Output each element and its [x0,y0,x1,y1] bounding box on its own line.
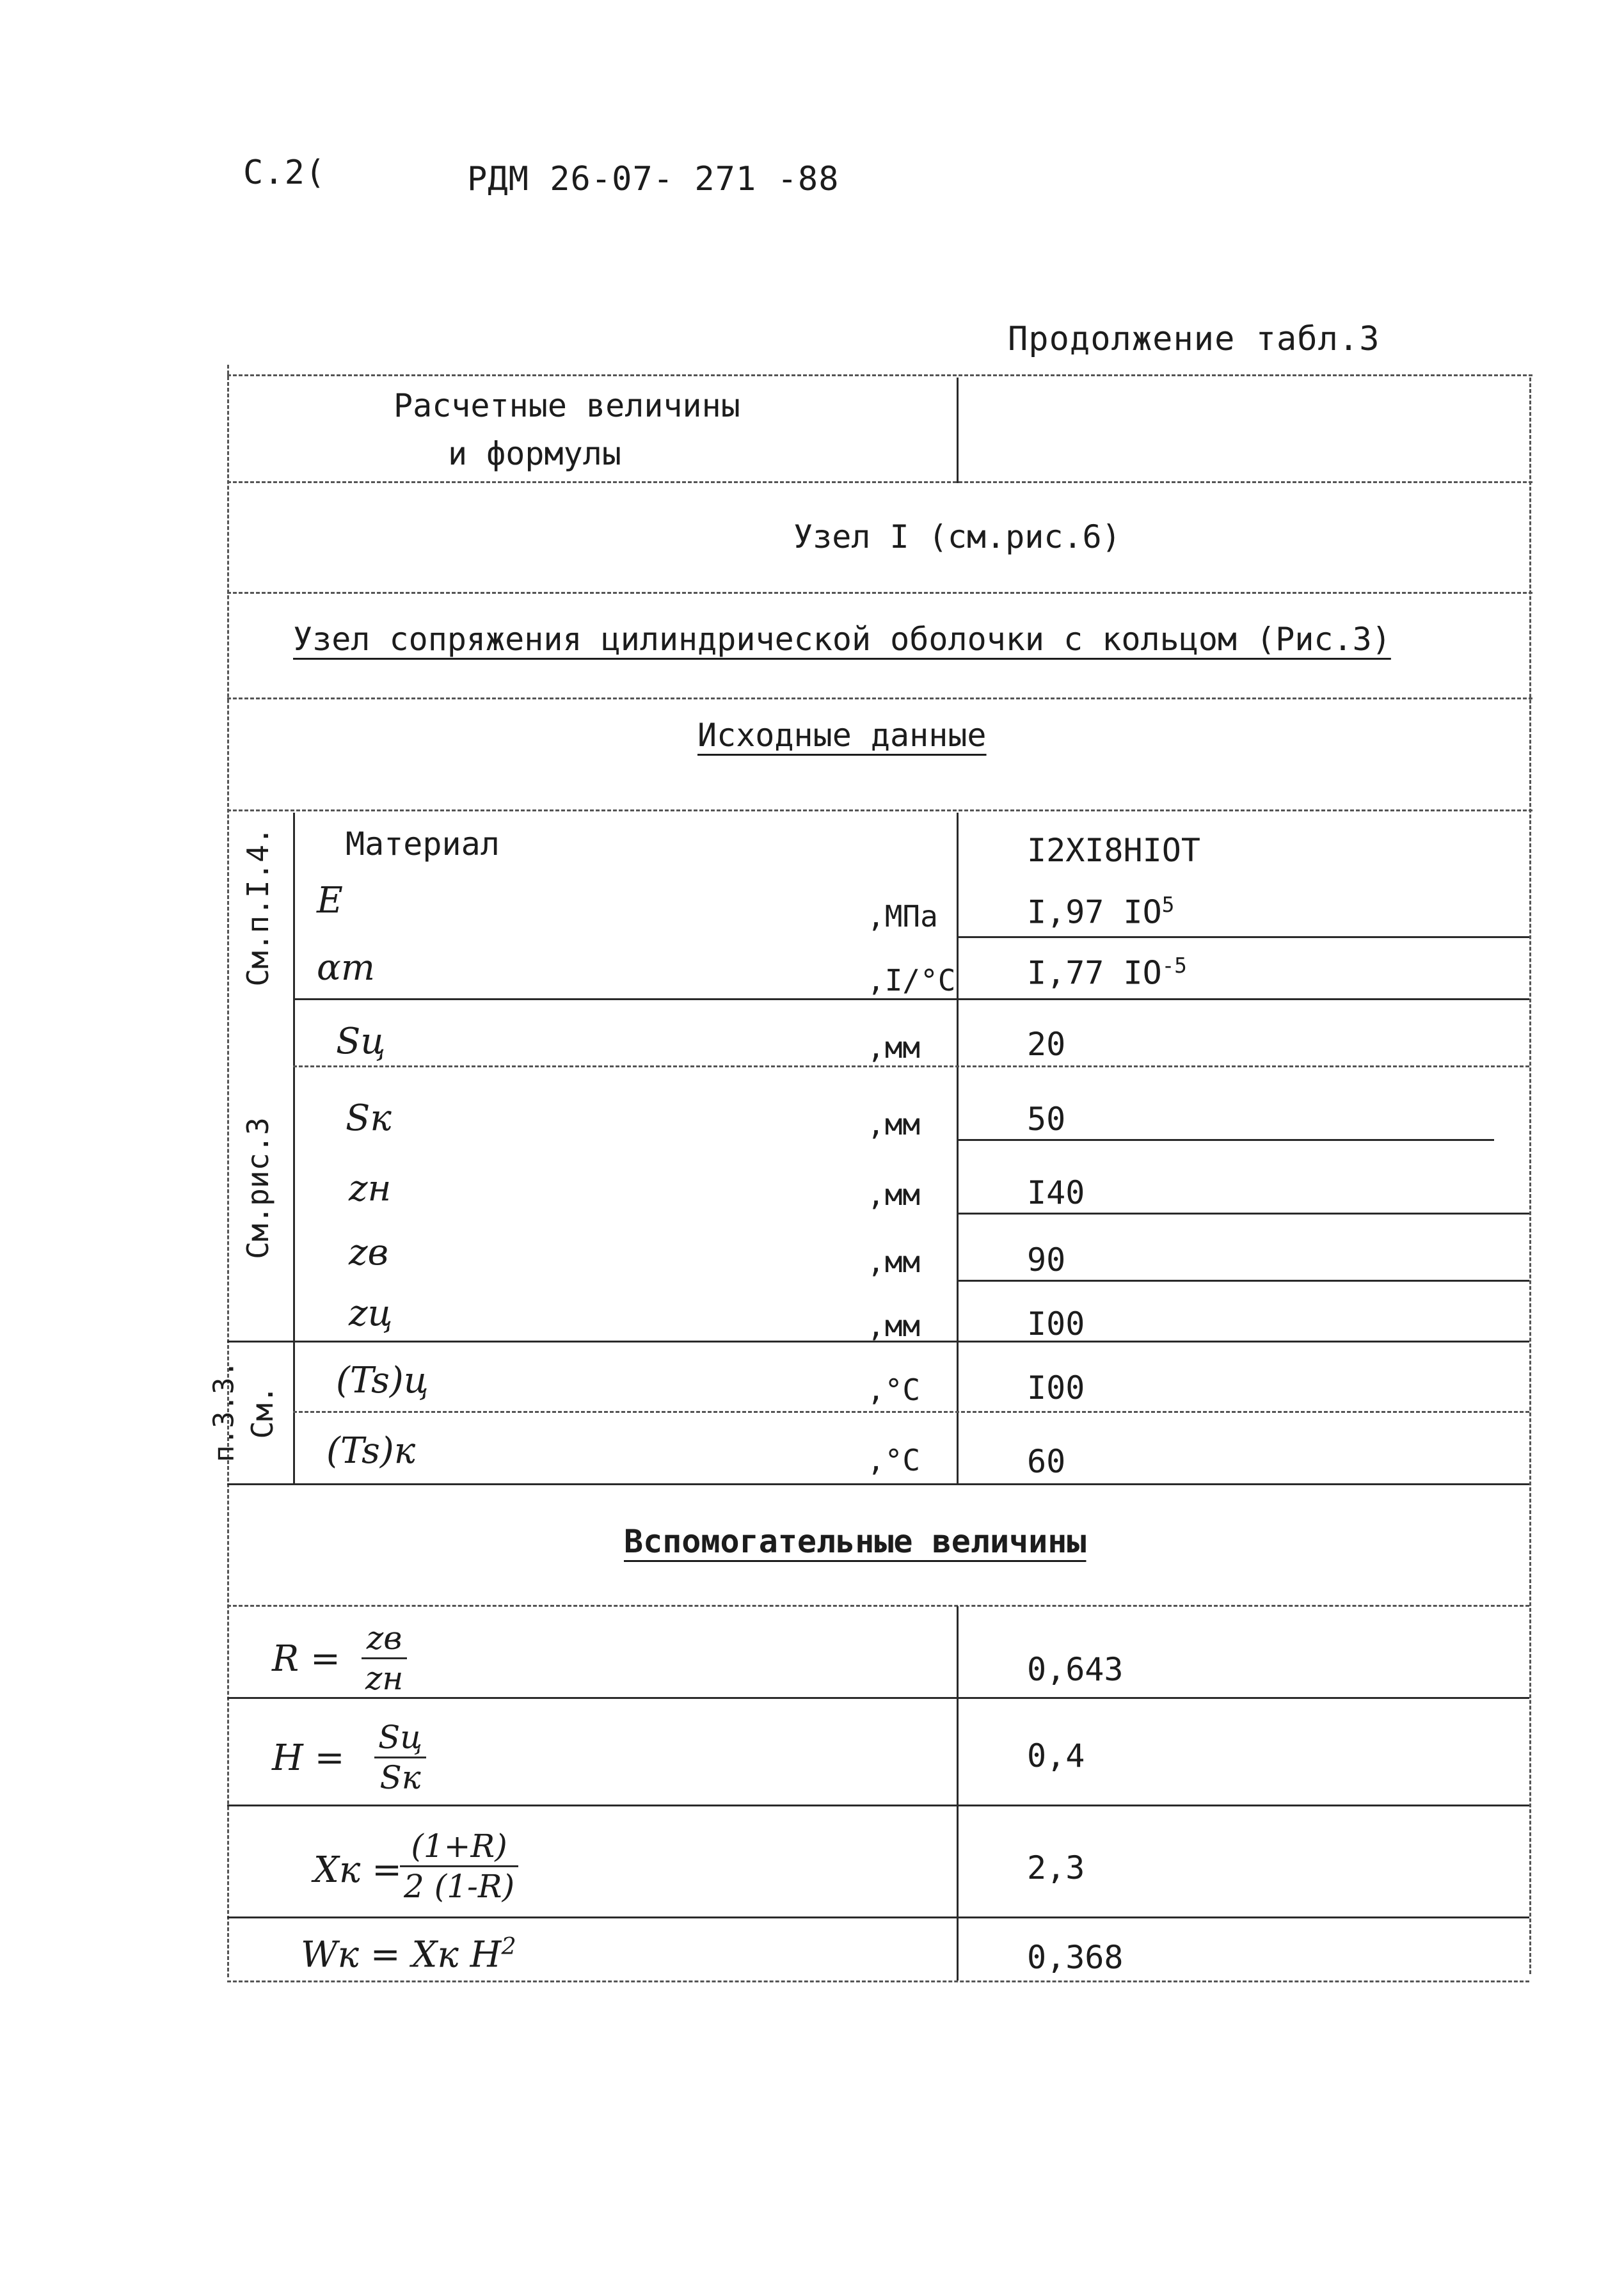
page-number: С.2( [243,154,326,192]
row-value-outer-radius: I40 [1027,1174,1085,1211]
row-unit-thermal-expansion: ,I/°C [867,963,956,998]
row-name-shell-temperature: (Ts)ц [336,1360,429,1401]
row-unit-shell-radius: ,мм [867,1309,921,1343]
row-name-inner-radius: zв [349,1232,389,1273]
row-name-modulus: E [317,880,343,921]
row-value-inner-radius: 90 [1027,1241,1066,1279]
source-data-heading: Исходные данные [697,717,987,754]
row-value-thermal-expansion: I,77 $IO^{-5}$ [1027,953,1187,992]
row-unit-ring-thickness: ,мм [867,1107,921,1142]
formula-w-value: 0,368 [1027,1939,1124,1976]
row-unit-shell-temperature: ,°C [867,1373,921,1407]
row-unit-ring-temperature: ,°C [867,1443,921,1478]
formula-w: Wк = Xк $H^2$ [301,1932,516,1976]
formula-h-lhs: H = [272,1737,345,1779]
group-label-dimensions: См.рис.3 [241,1117,275,1259]
formula-r-lhs: R = [272,1638,340,1680]
row-value-material: I2XI8HIOT [1027,832,1200,869]
formula-x-fraction: (1+R) 2 (1-R) [400,1827,518,1906]
node-subtitle: Узел сопряжения цилиндрической оболочки с кольцом (Рис.3) [293,621,1391,658]
row-name-thermal-expansion: αт [317,947,375,989]
column-header-line2: и формулы [448,435,621,472]
row-value-shell-thickness: 20 [1027,1026,1066,1063]
formula-x-value: 2,3 [1027,1849,1085,1886]
group-label-temperature-b: п.3.3. [207,1360,241,1462]
row-unit-inner-radius: ,мм [867,1245,921,1279]
group-label-materials: См.п.I.4. [241,827,275,987]
formula-h-fraction: Sц Sк [374,1718,426,1797]
formula-r-fraction: zв zн [362,1619,407,1698]
node-title: Узел I (см.рис.6) [793,518,1121,555]
row-name-material: Материал [346,825,500,863]
row-value-shell-temperature: I00 [1027,1369,1085,1406]
row-name-ring-temperature: (Ts)к [326,1430,416,1472]
table-continuation: Продолжение табл.3 [1008,320,1380,358]
row-value-modulus: I,97 $IO^5$ [1027,893,1175,931]
formula-h-value: 0,4 [1027,1737,1085,1774]
row-unit-shell-thickness: ,мм [867,1030,921,1065]
row-name-shell-thickness: Sц [336,1021,386,1062]
row-unit-modulus: ,МПа [867,899,938,934]
row-unit-outer-radius: ,мм [867,1177,921,1212]
document-code: РДМ 26-07- 271 -88 [467,160,840,198]
row-value-shell-radius: I00 [1027,1305,1085,1343]
row-value-ring-temperature: 60 [1027,1443,1066,1480]
row-name-ring-thickness: Sк [346,1097,392,1139]
formula-x-lhs: Xк = [314,1849,402,1891]
column-header-line1: Расчетные величины [394,387,740,424]
aux-heading: Вспомогательные величины [624,1523,1087,1560]
row-name-outer-radius: zн [349,1168,392,1209]
row-name-shell-radius: zц [349,1293,393,1334]
group-label-temperature-a: См. [245,1385,280,1439]
formula-r-value: 0,643 [1027,1651,1124,1688]
row-value-ring-thickness: 50 [1027,1101,1066,1138]
